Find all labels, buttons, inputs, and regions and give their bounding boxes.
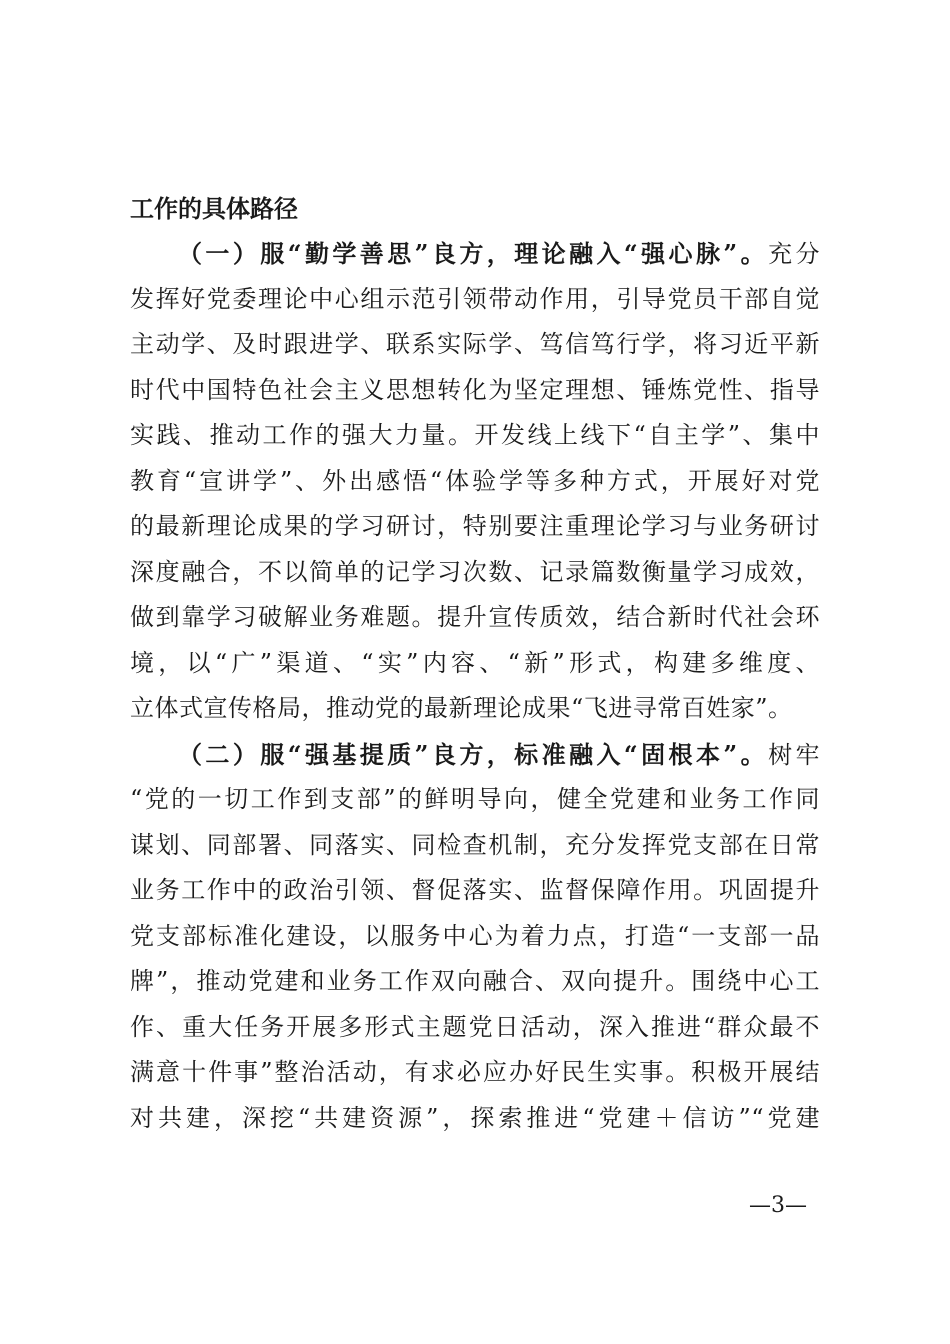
paragraph-1-line: 的最新理论成果的学习研讨，特别要注重理论学习与业务研讨 <box>130 512 820 540</box>
document-body <box>130 187 820 1141</box>
paragraph-2-line: 满意十件事”整治活动，有求必应办好民生实事。积极开展结 <box>130 1058 820 1086</box>
paragraph-1-line: 主动学、及时跟进学、联系实际学、笃信笃行学，将习近平新 <box>130 330 820 358</box>
paragraph-1-line: 时代中国特色社会主义思想转化为坚定理想、锤炼党性、指导 <box>130 375 820 404</box>
paragraph-1-line: 深度融合，不以简单的记学习次数、记录篇数衡量学习成效， <box>130 557 820 586</box>
paragraph-1-line: 教育“宣讲学”、外出感悟“体验学等多种方式，开展好对党 <box>130 466 820 495</box>
paragraph-1-line: 境，以“广”渠道、“实”内容、“新”形式，构建多维度、 <box>130 648 820 677</box>
paragraph-2-line: “党的一切工作到支部”的鲜明导向，健全党建和业务工作同 <box>130 785 820 813</box>
paragraph-2-first-line <box>130 732 820 778</box>
paragraph-1-lead: （一）服“勤学善思”良方，理论融入“强心脉”。 <box>178 239 769 268</box>
paragraph-2-line: 业务工作中的政治引领、督促落实、监督保障作用。巩固提升 <box>130 876 820 904</box>
paragraph-2-text: 树牢 <box>768 740 821 769</box>
paragraph-1-line: 实践、推动工作的强大力量。开发线上线下“自主学”、集中 <box>130 421 820 449</box>
paragraph-1-line: 发挥好党委理论中心组示范引领带动作用，引导党员干部自觉 <box>130 284 820 313</box>
paragraph-1-first-line <box>130 231 820 277</box>
section-heading: 工作的具体路径 <box>130 195 298 223</box>
paragraph-2-line: 作、重大任务开展多形式主题党日活动，深入推进“群众最不 <box>130 1012 820 1041</box>
paragraph-1-text: 充分 <box>768 240 821 268</box>
page-number: —3— <box>749 1193 807 1218</box>
paragraph-1-line: 做到靠学习破解业务难题。提升宣传质效，结合新时代社会环 <box>130 603 820 631</box>
paragraph-2-line: 对共建，深挖“共建资源”，探索推进“党建＋信访”“党建 <box>130 1103 820 1132</box>
paragraph-2-lead: （二）服“强基提质”良方，标准融入“固根本”。 <box>178 739 769 769</box>
paragraph-2-line: 牌”，推动党建和业务工作双向融合、双向提升。围绕中心工 <box>130 967 820 995</box>
paragraph-2-line: 党支部标准化建设，以服务中心为着力点，打造“一支部一品 <box>130 921 820 950</box>
paragraph-2-line: 谋划、同部署、同落实、同检查机制，充分发挥党支部在日常 <box>130 830 820 859</box>
paragraph-1-line: 立体式宣传格局，推动党的最新理论成果“飞进寻常百姓家”。 <box>130 694 793 722</box>
